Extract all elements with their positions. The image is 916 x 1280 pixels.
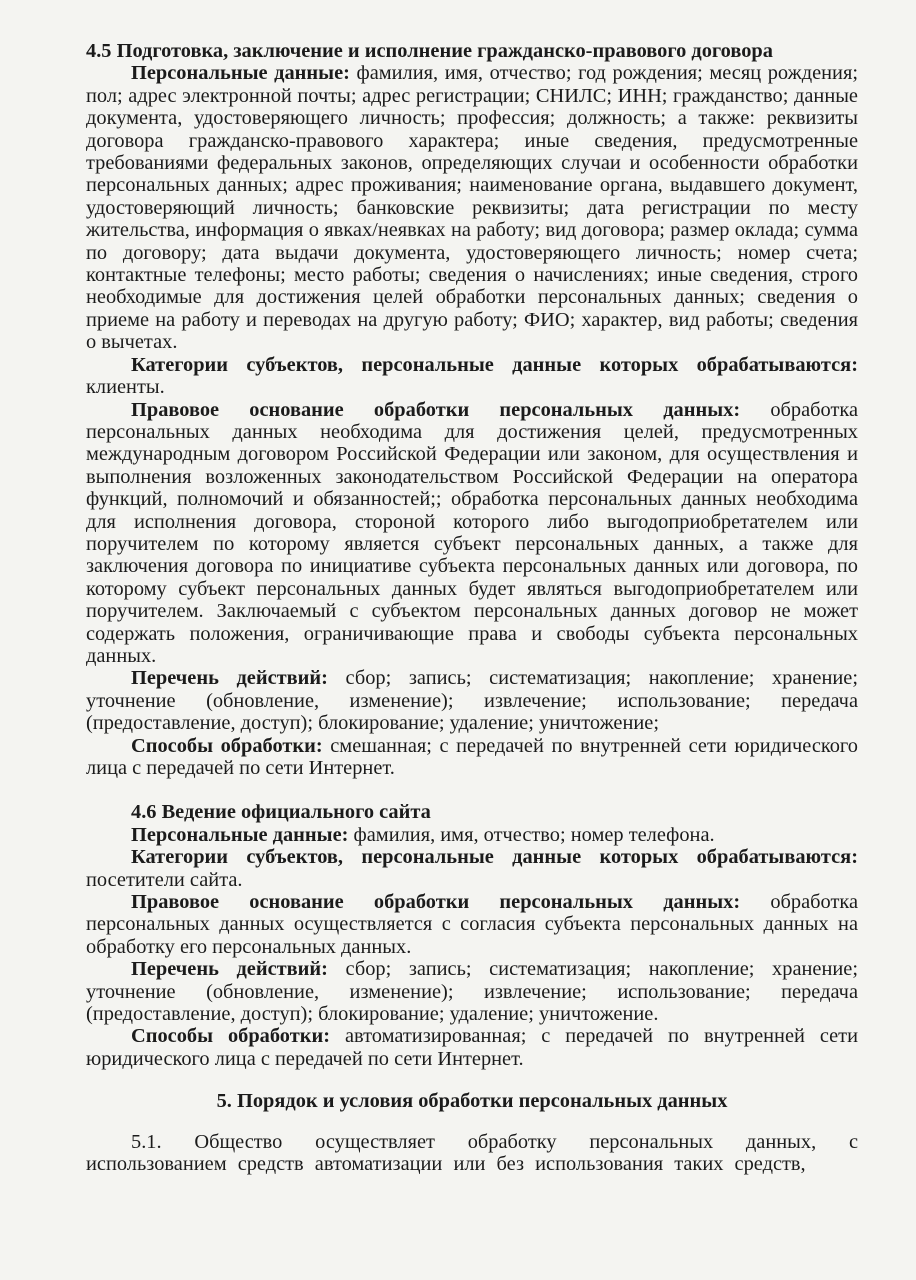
document-page bbox=[86, 40, 858, 1176]
section-4-5-subjects bbox=[86, 354, 858, 399]
section-4-5-methods bbox=[86, 735, 858, 780]
actions-label: Перечень действий: bbox=[131, 958, 328, 981]
methods-label: Способы обработки: bbox=[131, 734, 323, 757]
section-4-5-legal-basis bbox=[86, 399, 858, 668]
legal-basis-label: Правовое основание обработки персональных данных: bbox=[131, 891, 741, 914]
subjects-text: посетители сайта. bbox=[86, 868, 243, 891]
section-4-5-heading: 4.5 Подготовка, заключение и исполнение гражданско-правового договора bbox=[86, 40, 773, 62]
spacer bbox=[86, 1070, 858, 1090]
methods-text: смешанная; с передачей по внутренней сети юридического лица с передачей по сети Интернет. bbox=[86, 734, 858, 779]
personal-data-label: Персональные данные: bbox=[131, 823, 349, 846]
section-5-heading: 5. Порядок и условия обработки персональных данных bbox=[216, 1090, 728, 1113]
spacer bbox=[86, 779, 858, 801]
methods-text: автоматизированная; с передачей по внутренней сети юридического лица с передачей по сети Интернет. bbox=[86, 1025, 858, 1070]
section-4-6-personal-data bbox=[86, 824, 858, 846]
spacer bbox=[86, 1113, 858, 1131]
subjects-label: Категории субъектов, персональные данные которых обрабатываются: bbox=[131, 846, 858, 869]
section-4-6-actions bbox=[86, 958, 858, 1025]
methods-label: Способы обработки: bbox=[131, 1025, 331, 1048]
personal-data-label: Персональные данные: bbox=[131, 62, 350, 85]
section-4-6-legal-basis bbox=[86, 891, 858, 958]
actions-text: сбор; запись; систематизация; накопление; хранение; уточнение (обновление, изменение); извлечение; использование; передача (предоставление, доступ); блокирование; удаление; уничтожение. bbox=[86, 958, 859, 1026]
section-4-6-methods bbox=[86, 1025, 858, 1070]
section-5-1-paragraph: 5.1. Общество осуществляет обработку персональных данных, с использованием средств автоматизации или без использования таких средств, bbox=[86, 1130, 858, 1176]
personal-data-text: фамилия, имя, отчество; номер телефона. bbox=[348, 823, 715, 846]
section-4-5-actions bbox=[86, 667, 858, 734]
subjects-label: Категории субъектов, персональные данные которых обрабатываются: bbox=[131, 353, 858, 376]
legal-basis-label: Правовое основание обработки персональных данных: bbox=[131, 398, 741, 421]
section-4-6-heading: 4.6 Ведение официального сайта bbox=[131, 801, 431, 824]
subjects-text: клиенты. bbox=[86, 376, 165, 399]
legal-basis-text: обработка персональных данных осуществляется с согласия субъекта персональных данных на обработку его персональных данных. bbox=[86, 891, 859, 958]
actions-label: Перечень действий: bbox=[131, 667, 328, 690]
actions-text: сбор; запись; систематизация; накопление; хранение; уточнение (обновление, изменение); извлечение; использование; передача (предоставление, доступ); блокирование; удаление; уничтожение; bbox=[86, 667, 859, 735]
legal-basis-text: обработка персональных данных необходима для достижения целей, предусмотренных международным договором Российской Федерации или законом, для осуществления и выполнения возложенных законодательством Российской Федерации на оператора функций, полномочий и обязанностей;; обработка персональных данных необходима для исполнения договора, стороной которого либо выгодоприобретателем или поручителем по которому является субъект персональных данных, а также для заключения договора по инициативе субъекта персональных данных или договора, по которому субъект персональных данных будет являться выгодоприобретателем или поручителем. Заключаемый с субъектом персональных данных договор не может содержать положения, ограничивающие права и свободы субъекта персональных данных. bbox=[86, 398, 859, 667]
section-4-6-subjects bbox=[86, 846, 858, 891]
personal-data-text: фамилия, имя, отчество; год рождения; месяц рождения; пол; адрес электронной почты; адрес регистрации; СНИЛС; ИНН; гражданство; данные документа, удостоверяющего личность; профессия; должность; а также: реквизиты договора гражданско-правового характера; иные сведения, предусмотренные требованиями федеральных законов, определяющих случаи и особенности обработки персональных данных; адрес проживания; наименование органа, выдавшего документ, удостоверяющий личность; банковские реквизиты; дата регистрации по месту жительства, информация о явках/неявках на работу; вид договора; размер оклада; сумма по договору; дата выдачи документа, удостоверяющего личность; номер счета; контактные телефоны; место работы; сведения о начислениях; иные сведения, строго необходимые для достижения целей обработки персональных данных; сведения о приеме на работу и переводах на другую работу; ФИО; характер, вид работы; сведения о вычетах. bbox=[86, 62, 858, 354]
section-4-5-personal-data bbox=[86, 62, 858, 353]
